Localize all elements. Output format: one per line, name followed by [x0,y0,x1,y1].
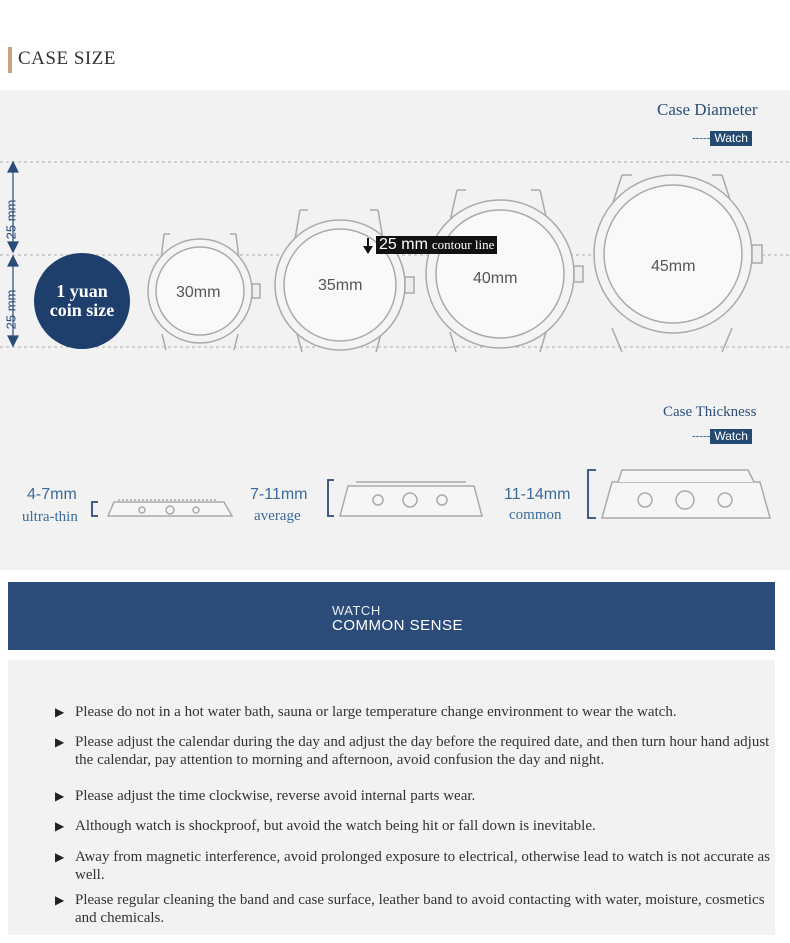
watch-tag-2: Watch [710,429,752,444]
watch-35-label: 35mm [318,277,363,294]
thin-case [108,500,232,516]
coin-label [34,282,130,320]
bullet-arrow-icon: ▶ [55,850,65,864]
header-accent-bar [8,47,12,73]
tip-item: ▶ Please do not in a hot water bath, sauna or large temperature change environment to wear the watch. [55,704,677,720]
scale-label-top-wrap [3,190,43,250]
common-case [602,470,770,518]
bullet-arrow-icon: ▶ [55,893,65,907]
average-range: 7-11mm [250,486,308,503]
tip-item: ▶ Please adjust the time clockwise, reverse avoid internal parts wear. [55,788,476,804]
watch-tag: Watch [710,131,752,146]
tip-item: ▶ Please regular cleaning the band and case surface, leather band to avoid contacting with water, moisture, cosmetics and chemicals. [55,892,765,926]
page-title: CASE SIZE [18,48,116,69]
average-name: average [254,508,301,524]
thin-range: 4-7mm [27,486,77,503]
tip-item: ▶ Although watch is shockproof, but avoid the watch being hit or fall down is inevitable. [55,818,596,834]
banner-line1: WATCH [332,603,381,618]
bullet-arrow-icon: ▶ [55,789,65,803]
bullet-arrow-icon: ▶ [55,735,65,749]
common-sense-banner [8,582,775,650]
contour-value: 25 mm [379,236,428,253]
tip-item: ▶ Away from magnetic interference, avoid prolonged exposure to electrical, otherwise lead to watch is not accurate as well. [55,849,771,883]
case-thickness-title: Case Thickness [663,404,757,420]
watch-45-label: 45mm [651,258,696,275]
common-name: common [509,507,562,523]
bullet-arrow-icon: ▶ [55,705,65,719]
scale-label-bottom: 25 mm [3,289,19,330]
thin-name: ultra-thin [22,509,78,525]
banner-line2: COMMON SENSE [332,617,464,634]
case-thickness-tagline: ----- Watch [692,429,752,444]
case-diameter-title: Case Diameter [657,100,758,119]
watch-40-label: 40mm [473,270,518,287]
tip-item: ▶ Please adjust the calendar during the day and adjust the day before the required date, and then turn hour hand adjust the calendar, pay attention to morning and afternoon, avoid confusion the day and night. [55,734,770,768]
section-header [0,0,790,90]
bullet-arrow-icon: ▶ [55,819,65,833]
coin-label-line1: 1 yuan [56,281,108,301]
scale-label-top: 25 mm [3,199,19,240]
contour-label [376,236,497,254]
common-range: 11-14mm [504,486,571,503]
case-diameter-tagline: ----- Watch [692,131,752,146]
coin-label-line2: coin size [49,300,115,320]
watch-thickness-drawing [0,460,790,530]
contour-text: contour line [431,237,495,252]
average-case [340,482,482,516]
watch-30-label: 30mm [176,284,221,301]
